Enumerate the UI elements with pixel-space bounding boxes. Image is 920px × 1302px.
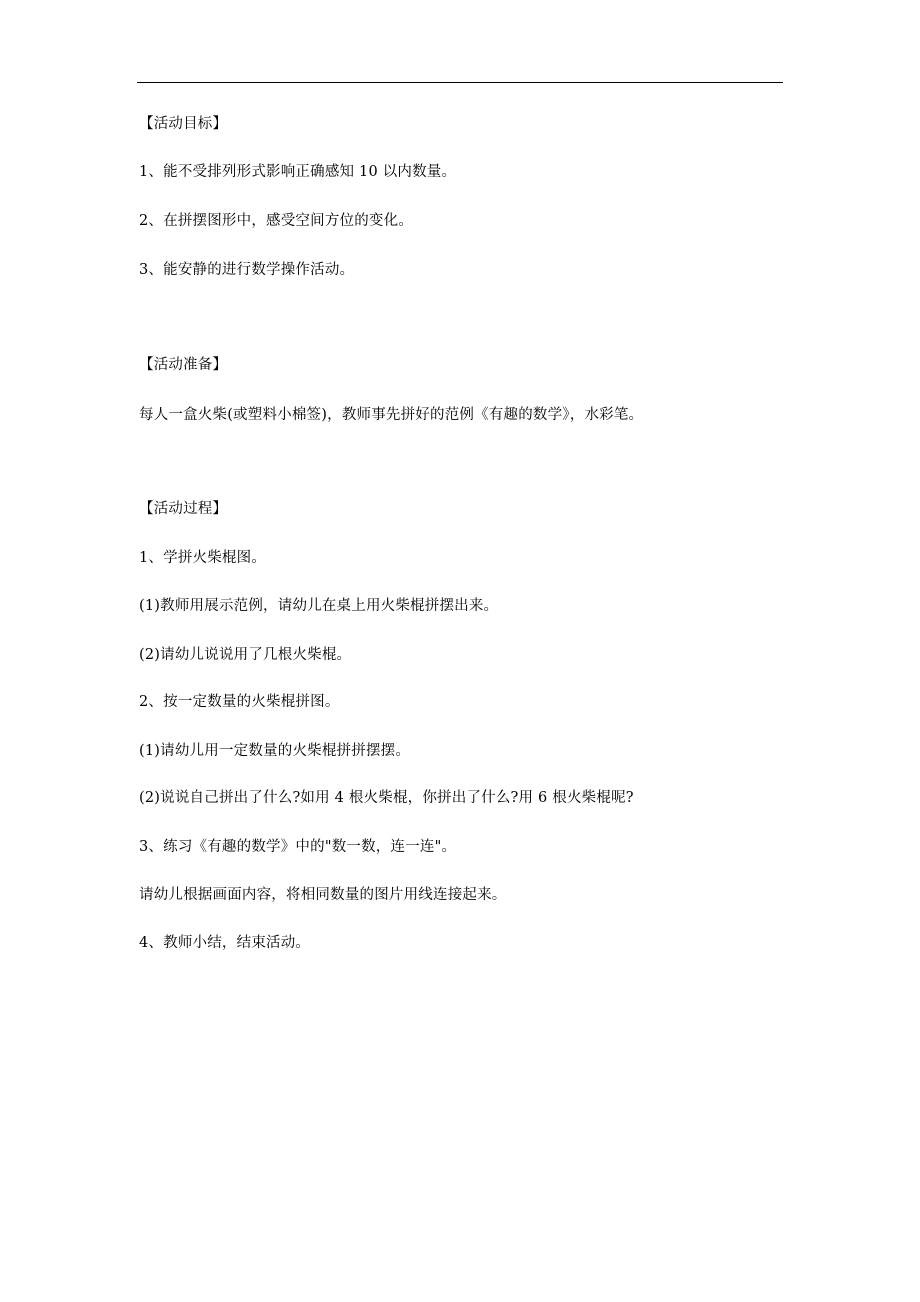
section-heading-preparation: 【活动准备】 xyxy=(139,357,228,373)
process-line-9: 4、教师小结，结束活动。 xyxy=(139,935,311,951)
section-heading-goals: 【活动目标】 xyxy=(139,116,228,132)
process-line-5: (1)请幼儿用一定数量的火柴棍拼拼摆摆。 xyxy=(139,743,411,759)
process-line-3: (2)请幼儿说说用了几根火柴棍。 xyxy=(139,647,352,663)
preparation-text: 每人一盒火柴(或塑料小棉签)，教师事先拼好的范例《有趣的数学》，水彩笔。 xyxy=(139,407,644,423)
process-line-8: 请幼儿根据画面内容，将相同数量的图片用线连接起来。 xyxy=(139,887,507,903)
process-line-2: (1)教师用展示范例，请幼儿在桌上用火柴棍拼摆出来。 xyxy=(139,598,499,614)
process-line-1: 1、学拼火柴棍图。 xyxy=(139,550,267,566)
process-line-4: 2、按一定数量的火柴棍拼图。 xyxy=(139,694,340,710)
section-heading-process: 【活动过程】 xyxy=(139,501,228,517)
goal-item-3: 3、能安静的进行数学操作活动。 xyxy=(139,262,355,278)
goal-item-2: 2、在拼摆图形中，感受空间方位的变化。 xyxy=(139,213,414,229)
goal-item-1: 1、能不受排列形式影响正确感知 10 以内数量。 xyxy=(139,164,457,180)
process-line-7: 3、练习《有趣的数学》中的"数一数，连一连"。 xyxy=(139,839,457,855)
process-line-6: (2)说说自己拼出了什么?如用 4 根火柴棍，你拼出了什么?用 6 根火柴棍呢? xyxy=(139,790,634,806)
header-rule xyxy=(137,82,783,83)
